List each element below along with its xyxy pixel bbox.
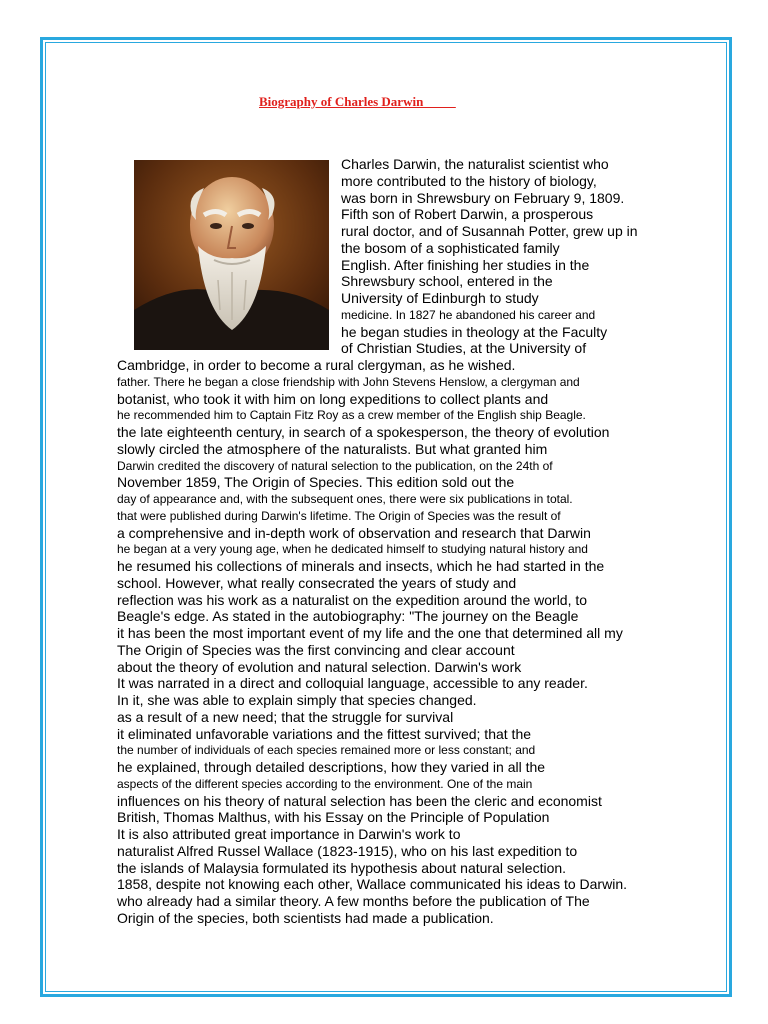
text-line: November 1859, The Origin of Species. This edition sold out the <box>117 474 515 491</box>
text-line: Origin of the species, both scientists had made a publication. <box>117 909 494 926</box>
text-line: 1858, despite not knowing each other, Wallace communicated his ideas to Darwin. <box>117 876 627 893</box>
text-line: Cambridge, in order to become a rural clergyman, as he wished. <box>117 357 516 373</box>
text-line: the late eighteenth century, in search of a spokesperson, the theory of evolution <box>117 424 610 440</box>
text-line: Shrewsbury school, entered in the <box>341 273 553 290</box>
text-line: as a result of a new need; that the struggle for survival <box>117 708 454 725</box>
text-line: he began at a very young age, when he dedicated himself to studying natural history and <box>117 542 588 557</box>
text-line: who already had a similar theory. A few months before the publication of The <box>117 893 590 909</box>
text-line: slowly circled the atmosphere of the naturalists. But what granted him <box>117 440 548 457</box>
text-line: reflection was his work as a naturalist on the expedition around the world, to <box>117 591 588 608</box>
text-line: It was narrated in a direct and colloquial language, accessible to any reader. <box>117 675 588 692</box>
text-line: more contributed to the history of biology, <box>341 172 597 189</box>
text-line: it eliminated unfavorable variations and the fittest survived; that the <box>117 725 532 742</box>
text-line: medicine. In 1827 he abandoned his career and <box>341 307 596 322</box>
text-line: he recommended him to Captain Fitz Roy as a crew member of the English ship Beagle. <box>117 408 586 423</box>
text-line: school. However, what really consecrated the years of study and <box>117 574 517 591</box>
text-line: the bosom of a sophisticated family <box>341 239 560 256</box>
text-line: Fifth son of Robert Darwin, a prosperous <box>341 206 594 223</box>
text-line: the number of individuals of each species remained more or less constant; and <box>117 743 536 758</box>
text-line: of Christian Studies, at the University of <box>341 340 587 357</box>
text-line: In it, she was able to explain simply that species changed. <box>117 692 477 708</box>
text-line: British, Thomas Malthus, with his Essay on the Principle of Population <box>117 809 550 826</box>
text-line: a comprehensive and in-depth work of observation and research that Darwin <box>117 524 591 541</box>
darwin-portrait <box>134 160 329 350</box>
text-line: Beagle's edge. As stated in the autobiography: "The journey on the Beagle <box>117 608 579 625</box>
text-line: father. There he began a close friendship with John Stevens Henslow, a clergyman and <box>117 374 580 389</box>
text-line: he explained, through detailed descriptions, how they varied in all the <box>117 759 546 775</box>
text-line: about the theory of evolution and natural selection. Darwin's work <box>117 658 522 675</box>
text-line: Charles Darwin, the naturalist scientist who <box>341 156 609 172</box>
text-line: It is also attributed great importance in Darwin's work to <box>117 826 461 842</box>
document-title: Biography of Charles Darwin <box>259 94 456 109</box>
text-line: that were published during Darwin's lifetime. The Origin of Species was the result of <box>117 508 561 523</box>
text-line: botanist, who took it with him on long expeditions to collect plants and <box>117 390 549 407</box>
text-line: it has been the most important event of my life and the one that determined all my <box>117 625 623 641</box>
text-line: Darwin credited the discovery of natural selection to the publication, on the 24th of <box>117 458 553 473</box>
text-line: naturalist Alfred Russel Wallace (1823-1915), who on his last expedition to <box>117 842 578 859</box>
text-line: English. After finishing her studies in the <box>341 256 590 273</box>
text-line: aspects of the different species according to the environment. One of the main <box>117 776 533 791</box>
text-line: he began studies in theology at the Faculty <box>341 323 608 340</box>
text-line: rural doctor, and of Susannah Potter, grew up in <box>341 223 638 239</box>
text-line: was born in Shrewsbury on February 9, 1809. <box>341 189 625 206</box>
text-line: day of appearance and, with the subsequent ones, there were six publications in total. <box>117 492 573 506</box>
text-line: University of Edinburgh to study <box>341 290 539 306</box>
text-line: the islands of Malaysia formulated its hypothesis about natural selection. <box>117 859 567 876</box>
text-line: he resumed his collections of minerals and insects, which he had started in the <box>117 558 605 574</box>
text-line: influences on his theory of natural selection has been the cleric and economist <box>117 792 602 809</box>
text-line: The Origin of Species was the first convincing and clear account <box>117 641 515 658</box>
